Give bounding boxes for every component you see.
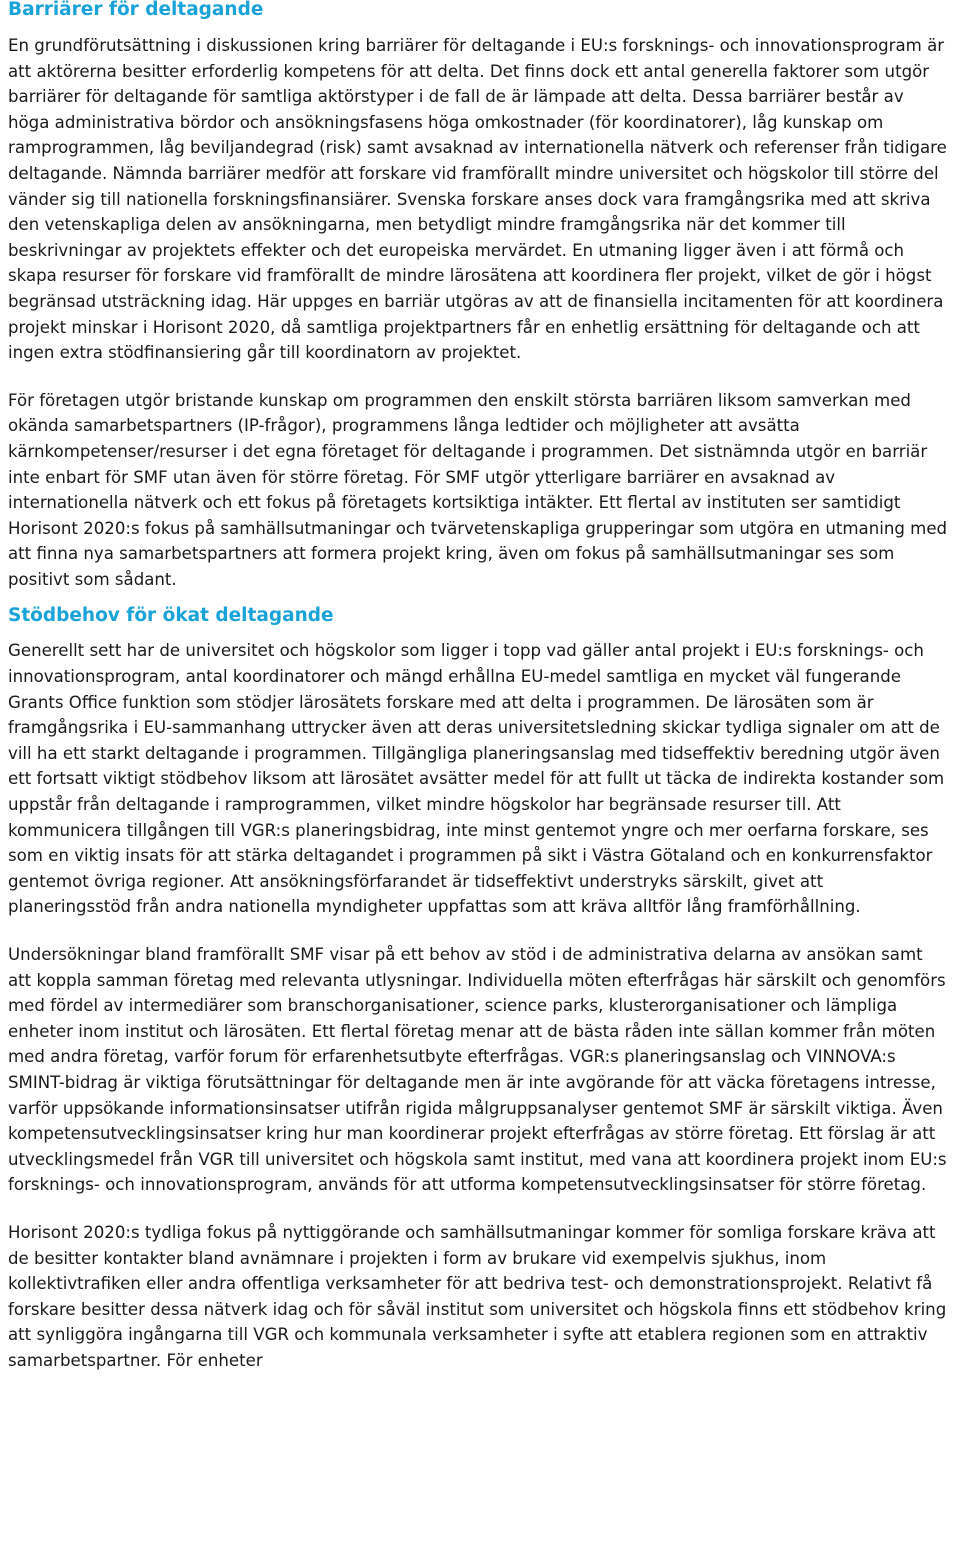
paragraph-support-universities: Generellt sett har de universitet och högskolor som ligger i topp vad gäller antal projekt i EU:s forsknings- och innovationsprogram, antal koordinatorer och mängd erhållna EU-medel samtliga en mycket väl fungerande Grants Office funktion som stödjer lärosätets forskare med att delta i programmen. De lärosäten som är framgångsrika i EU-sammanhang uttrycker även att deras universitetsledning skickar tydliga signaler om att de vill ha ett starkt deltagande i programmen. Tillgängliga planeringsanslag med tidseffektiv beredning utgör även ett fortsatt viktigt stödbehov liksom att lärosätet avsätter medel för att fullt ut täcka de indirekta kostander som uppstår från deltagande i ramprogrammen, vilket mindre högskolor har begränsade resurser till. Att kommunicera tillgången till VGR:s planeringsbidrag, inte minst gentemot yngre och mer oerfarna forskare, ses som en viktig insats för att stärka deltagandet i programmen på sikt i Västra Götaland och en konkurrensfaktor gentemot övriga regioner. Att ansökningsförfarandet är tidseffektivt understryks särskilt, givet att planeringsstöd från andra nationella myndigheter uppfattas som att kräva alltför lång framförhållning. bbox=[8, 641, 945, 917]
paragraph-horizon-2020: Horisont 2020:s tydliga fokus på nyttiggörande och samhällsutmaningar kommer för somliga forskare kräva att de besitter kontakter bland avnämnare i projekten i form av brukare vid exempelvis sjukhus, inom kollektivtrafiken eller andra offentliga verksamheter för att bedriva test- och demonstrationsprojekt. Relativt få forskare besitter dessa nätverk idag och för såväl institut som universitet och högskola finns ett stödbehov kring att synliggöra ingångarna till VGR och kommunala verksamheter i syfte att etablera regionen som en attraktiv samarbetspartner. För enheter bbox=[8, 1222, 947, 1370]
paragraph-barriers-companies: För företagen utgör bristande kunskap om programmen den enskilt största barriären liksom samverkan med okända samarbetspartners (IP-frågor), programmens långa ledtider och möjligheter att avsätta kärnkompetenser/resurser i det egna företaget för deltagande i programmen. Det sistnämnda utgör en barriär inte enbart för SMF utan även för större företag. För SMF utgör ytterligare barriärer en avsaknad av internationella nätverk och ett fokus på företagets kortsiktiga intäkter. Ett flertal av instituten ser samtidigt Horisont 2020:s fokus på samhällsutmaningar och tvärvetenskapliga grupperingar som utgöra en utmaning med att finna nya samarbetspartners att formera projekt kring, även om fokus på samhällsutmaningar ses som positivt som sådant. bbox=[8, 390, 948, 589]
paragraph-spacer bbox=[8, 366, 950, 388]
document-body bbox=[8, 33, 950, 1374]
section-heading-support-needs: Stödbehov för ökat deltagande bbox=[8, 605, 334, 627]
paragraph-spacer bbox=[8, 1198, 950, 1220]
paragraph-barriers-general: En grundförutsättning i diskussionen kring barriärer för deltagande i EU:s forsknings- och innovationsprogram är att aktörerna besitter erforderlig kompetens för att delta. Det finns dock ett antal generella faktorer som utgör barriärer för deltagande för samtliga aktörstyper i de fall de är lämpade att delta. Dessa barriärer består av höga administrativa bördor och ansökningsfasens höga omkostnader (för koordinatorer), låg kunskap om ramprogrammen, låg beviljandegrad (risk) samt avsaknad av internationella nätverk och referenser från tidigare deltagande. Nämnda barriärer medför att forskare vid framförallt mindre universitet och högskolor till större del vänder sig till nationella forskningsfinansiärer. Svenska forskare anses dock vara framgångsrika med att skriva den vetenskapliga delen av ansökningarna, men betydligt mindre framgångsrika när det kommer till beskrivningar av projektets effekter och det europeiska mervärdet. En utmaning ligger även i att förmå och skapa resurser för forskare vid framförallt de mindre lärosätena att koordinera fler projekt, vilket de gör i högst begränsad utsträckning idag. Här uppges en barriär utgöras av att de finansiella incitamenten för att koordinera projekt minskar i Horisont 2020, då samtliga projektpartners får en enhetlig ersättning för deltagande och att ingen extra stödfinansiering går till koordinatorn av projektet. bbox=[8, 36, 947, 363]
paragraph-spacer bbox=[8, 920, 950, 942]
paragraph-support-smf: Undersökningar bland framförallt SMF visar på ett behov av stöd i de administrativa delarna av ansökan samt att koppla samman företag med relevanta utlysningar. Individuella möten efterfrågas här särskilt och genomförs med fördel av intermediärer som branschorganisationer, science parks, klusterorganisationer och lämpliga enheter inom institut och lärosäten. Ett flertal företag menar att de bästa råden inte sällan kommer från möten med andra företag, varför forum för erfarenhetsutbyte efterfrågas. VGR:s planeringsanslag och VINNOVA:s SMINT-bidrag är viktiga förutsättningar för deltagande men är inte avgörande för att väcka företagens intresse, varför uppsökande informationsinsatser utifrån rigida målgruppsanalyser gentemot SMF är särskilt viktiga. Även kompetensutvecklingsinsatser kring hur man koordinerar projekt efterfrågas av större företag. Ett förslag är att utvecklingsmedel från VGR till universitet och högskola samt institut, med vana att koordinera projekt inom EU:s forsknings- och innovationsprogram, används för att utforma kompetensutvecklingsinsatser för större företag. bbox=[8, 945, 947, 1195]
section-heading-barriers: Barriärer för deltagande bbox=[8, 0, 264, 20]
